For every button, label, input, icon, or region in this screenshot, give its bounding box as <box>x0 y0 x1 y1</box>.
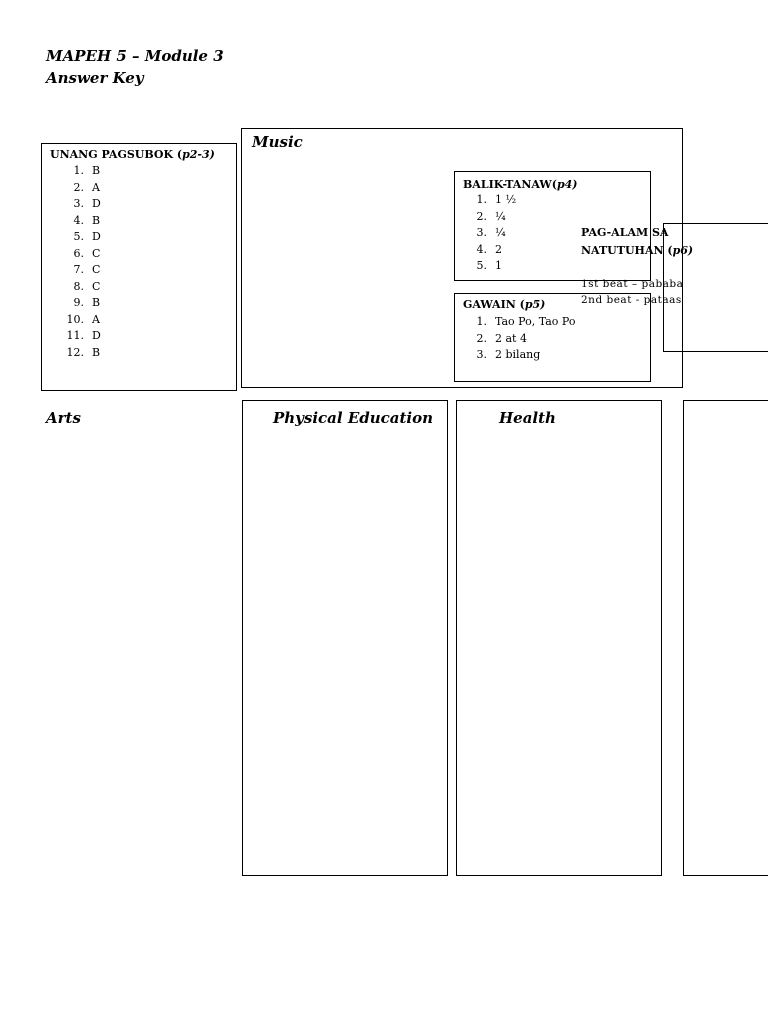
arts-title: Arts <box>46 409 81 427</box>
answer-number: 3. <box>476 348 487 361</box>
pag-alam-header-2 <box>581 244 693 257</box>
answer-item <box>62 163 101 180</box>
pe-box <box>242 400 448 876</box>
answer-value: B <box>92 164 101 177</box>
answer-number: 3. <box>73 197 84 210</box>
answer-item <box>62 196 101 213</box>
answer-number: 10. <box>66 312 84 326</box>
unang-pagsubok-page: p2-3) <box>182 148 215 161</box>
pag-alam-label-2: NATUTUHAN ( <box>581 244 673 257</box>
answer-item <box>465 331 575 348</box>
answer-value: Tao Po, Tao Po <box>495 315 576 328</box>
answer-value: C <box>92 263 101 276</box>
unang-pagsubok-label: UNANG PAGSUBOK ( <box>50 148 183 161</box>
answer-value: 2 <box>495 242 502 256</box>
answer-value: B <box>92 296 101 309</box>
answer-number: 1. <box>73 164 84 177</box>
answer-number: 3. <box>476 226 487 239</box>
answer-value: A <box>92 312 100 326</box>
answer-item <box>62 246 101 263</box>
answer-value: ¼ <box>495 209 506 223</box>
answer-value: D <box>92 329 101 342</box>
gawain-page: p5) <box>524 298 546 311</box>
extra-box <box>683 400 768 876</box>
answer-item <box>465 258 516 275</box>
pag-alam-page: p6) <box>672 244 694 257</box>
answer-item <box>62 229 101 246</box>
answer-number: 6. <box>73 246 84 260</box>
answer-item <box>62 345 101 362</box>
answer-number: 1. <box>476 315 487 328</box>
answer-value: D <box>92 230 101 243</box>
gawain-box <box>454 293 651 382</box>
answer-number: 5. <box>73 230 84 243</box>
answer-value: 2 bilang <box>495 348 541 361</box>
answer-number: 12. <box>66 345 84 359</box>
answer-item <box>62 262 101 279</box>
answer-item <box>465 192 516 209</box>
answer-number: 2. <box>476 209 487 223</box>
answer-item <box>62 328 101 345</box>
answer-value: C <box>92 279 101 293</box>
answer-number: 9. <box>73 296 84 309</box>
answer-number: 4. <box>476 242 487 256</box>
answer-number: 11. <box>66 329 84 342</box>
gawain-list <box>465 314 575 364</box>
answer-number: 4. <box>73 213 84 227</box>
balik-tanaw-header <box>463 178 578 191</box>
balik-tanaw-page: p4) <box>556 178 578 191</box>
gawain-header <box>463 298 545 311</box>
answer-number: 2. <box>476 331 487 345</box>
answer-item <box>465 347 575 364</box>
answer-value: B <box>92 345 101 359</box>
answer-item <box>62 295 101 312</box>
pag-alam-beat-1: 1st beat – pababa <box>581 278 684 290</box>
health-title: Health <box>499 409 556 427</box>
pag-alam-beat-2: 2nd beat - pataas <box>581 294 682 306</box>
answer-value: 1 ½ <box>495 193 517 206</box>
unang-pagsubok-header <box>50 148 215 161</box>
answer-number: 8. <box>73 279 84 293</box>
unang-pagsubok-list <box>62 163 101 361</box>
doc-title: MAPEH 5 – Module 3 <box>46 47 224 65</box>
answer-value: ¼ <box>495 226 506 239</box>
music-title: Music <box>252 133 303 151</box>
gawain-label: GAWAIN ( <box>463 298 525 311</box>
pag-alam-label-1: PAG-ALAM SA <box>581 226 669 239</box>
unang-pagsubok-box <box>41 143 237 391</box>
answer-value: 1 <box>495 259 502 272</box>
answer-item <box>62 279 101 296</box>
answer-value: A <box>92 180 100 194</box>
answer-item <box>465 225 516 242</box>
answer-item <box>465 314 575 331</box>
balik-tanaw-label: BALIK-TANAW( <box>463 178 557 191</box>
answer-item <box>62 213 101 230</box>
answer-value: B <box>92 213 101 227</box>
answer-number: 7. <box>73 263 84 276</box>
answer-value: C <box>92 246 101 260</box>
answer-number: 1. <box>476 193 487 206</box>
pe-title: Physical Education <box>273 409 434 427</box>
answer-item <box>465 209 516 226</box>
answer-item <box>62 180 101 197</box>
answer-item <box>62 312 101 329</box>
answer-number: 5. <box>476 259 487 272</box>
health-box <box>456 400 662 876</box>
answer-value: 2 at 4 <box>495 331 527 345</box>
doc-subtitle: Answer Key <box>46 69 144 87</box>
answer-value: D <box>92 197 101 210</box>
balik-tanaw-list <box>465 192 516 275</box>
answer-number: 2. <box>73 180 84 194</box>
answer-item <box>465 242 516 259</box>
